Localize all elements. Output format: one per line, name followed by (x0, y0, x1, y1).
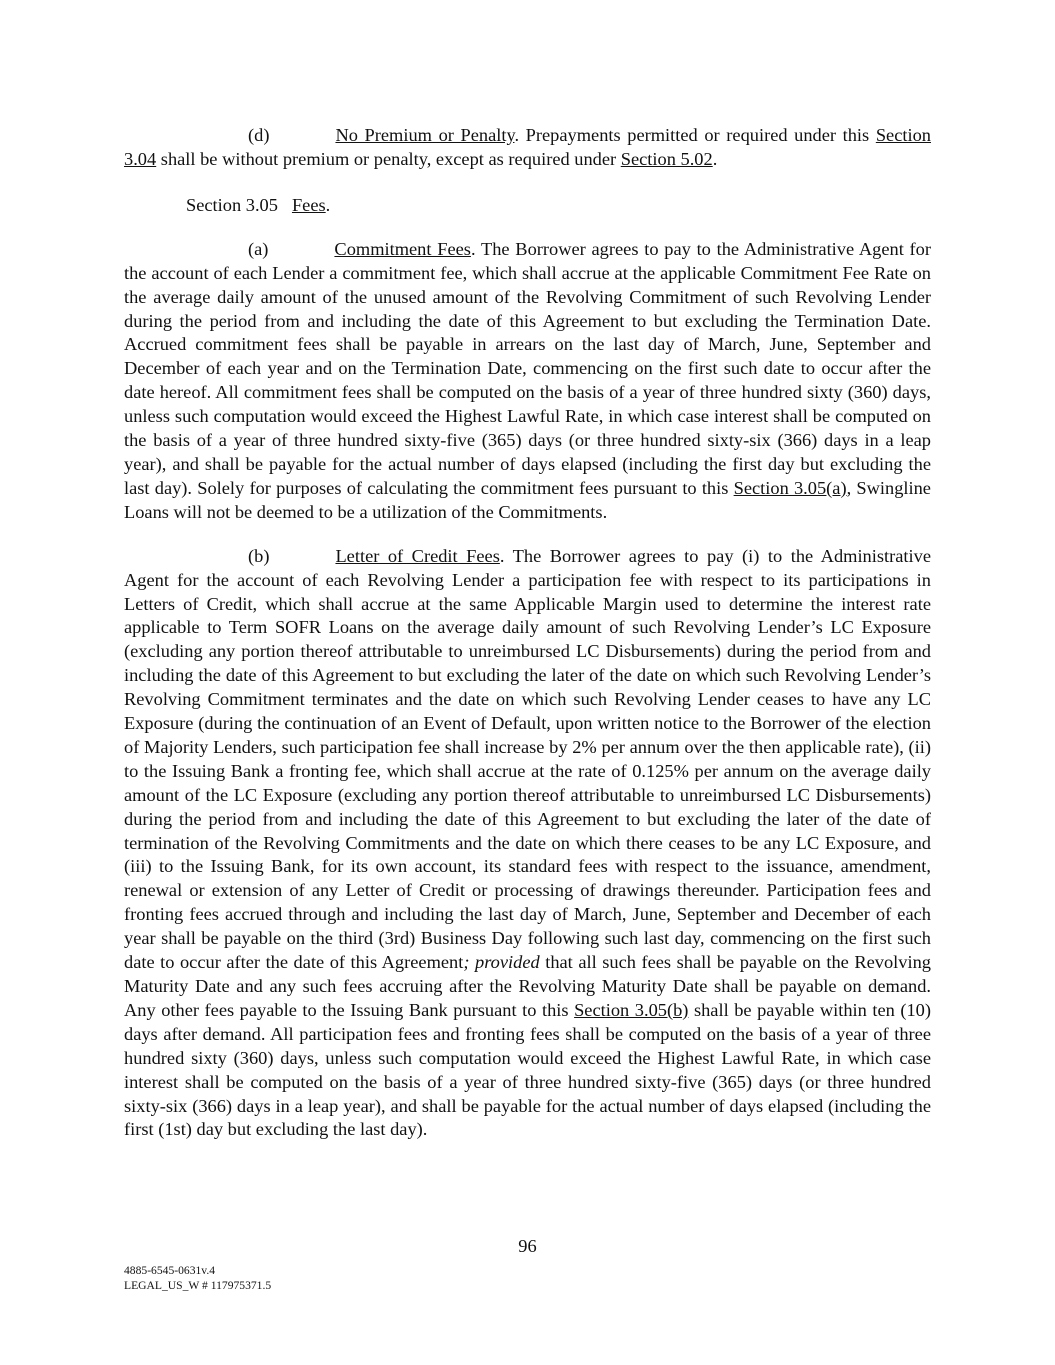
paragraph-b-heading: Letter of Credit Fees (335, 545, 500, 566)
paragraph-a-text-1: . The Borrower agrees to pay to the Administrative Agent for the account of each Lender a commitment fee, which shall accrue at the applicable Commitment Fee Rate on the average daily amount of the unused amount of the Revolving Commitment of such Revolving Lender during the period from and including the date of this Agreement to but excluding the Termination Date. Accrued commitment fees shall be payable in arrears on the last day of March, June, September and December of each year and on the Termination Date, commencing on the first such date to occur after the date hereof. All commitment fees shall be computed on the basis of a year of three hundred sixty (360) days, unless such computation would exceed the Highest Lawful Rate, in which case interest shall be computed on the basis of a year of three hundred sixty-five (365) days (or three hundred sixty-six (366) days in a leap year), and shall be payable for the actual number of days elapsed (including the first day but excluding the last day). Solely for purposes of calculating the commitment fees pursuant to this (124, 238, 932, 498)
document-footer (124, 1263, 271, 1293)
section-title-period: . (325, 194, 331, 215)
paragraph-b (124, 545, 931, 1143)
section-3-04-reference: Section 3.04 (124, 125, 931, 169)
paragraph-d-heading: No Premium or Penalty (335, 125, 515, 145)
footer-doc-id: 4885-6545-0631v.4 (124, 1264, 216, 1277)
paragraph-d-text-1: . Prepayments permitted or required under this (514, 125, 876, 145)
paragraph-a-heading: Commitment Fees (334, 238, 471, 259)
document-page (124, 124, 931, 1142)
paragraph-a (124, 238, 931, 525)
page-number: 96 (518, 1236, 537, 1256)
provided-italic: ; provided (463, 952, 540, 973)
paragraph-d (124, 124, 931, 172)
section-title: Fees (291, 194, 326, 215)
paragraph-d-label: (d) (248, 125, 270, 145)
section-heading (186, 193, 931, 217)
section-number: Section 3.05 (186, 194, 278, 215)
paragraph-b-text-3: shall be payable within ten (10) days after demand. All participation fees and fronting fees shall be computed on the basis of a year of three hundred sixty (360) days, unless such computation would exceed the Highest Lawful Rate, in which case interest shall be computed on the basis of a year of three hundred sixty-five (365) days (or three hundred sixty-six (366) days in a leap year), and shall be payable for the actual number of days elapsed (including the first (1st) day but excluding the last day). (124, 999, 931, 1140)
section-5-02-reference: Section 5.02 (620, 148, 713, 169)
paragraph-a-label: (a) (248, 238, 269, 259)
paragraph-b-text-1: . The Borrower agrees to pay (i) to the Administrative Agent for the account of each Revolving Lender a participation fee with respect to its participations in Letters of Credit, which shall accrue at the same Applicable Margin used to determine the interest rate applicable to Term SOFR Loans on the average daily amount of such Revolving Lender’s LC Exposure (excluding any portion thereof attributable to unreimbursed LC Disbursements) during the period from and including the date of this Agreement to but excluding the later of the date on which such Revolving Lender’s Revolving Commitment terminates and the date on which such Revolving Lender ceases to have any LC Exposure (during the continuation of an Event of Default, upon written notice to the Borrower of the election of Majority Lenders, such participation fee shall increase by 2% per annum over the then applicable rate), (ii) to the Issuing Bank a fronting fee, which shall accrue at the rate of 0.125% per annum on the average daily amount of the LC Exposure (excluding any portion thereof attributable to unreimbursed LC Disbursements) during the period from and including the date of this Agreement to but excluding the later of the date of termination of the Revolving Commitments and the date on which there ceases to be any LC Exposure, and (iii) to the Issuing Bank, for its own account, its standard fees with respect to the issuance, amendment, renewal or extension of any Letter of Credit or processing of drawings thereunder. Participation fees and fronting fees accrued through and including the last day of March, June, September and December of each year shall be payable on the third (3rd) Business Day following such last day, commencing on the first such date to occur after the date of this Agreement (124, 545, 931, 973)
paragraph-b-label: (b) (248, 545, 270, 566)
footer-legal-id: LEGAL_US_W # 117975371.5 (124, 1279, 272, 1292)
paragraph-a-text-2: , Swingline Loans will not be deemed to be a utilization of the Commitments. (124, 477, 931, 522)
paragraph-d-text-3: . (712, 148, 718, 169)
paragraph-b-text-2: that all such fees shall be payable on the Revolving Maturity Date and any such fees accruing after the Revolving Maturity Date shall be payable on demand. Any other fees payable to the Issuing Bank pursuant to this (124, 952, 931, 1020)
paragraph-d-text-2: shall be without premium or penalty, except as required under (156, 148, 621, 169)
section-3-05a-reference: Section 3.05(a) (733, 477, 847, 498)
section-3-05b-reference: Section 3.05(b) (574, 999, 689, 1020)
